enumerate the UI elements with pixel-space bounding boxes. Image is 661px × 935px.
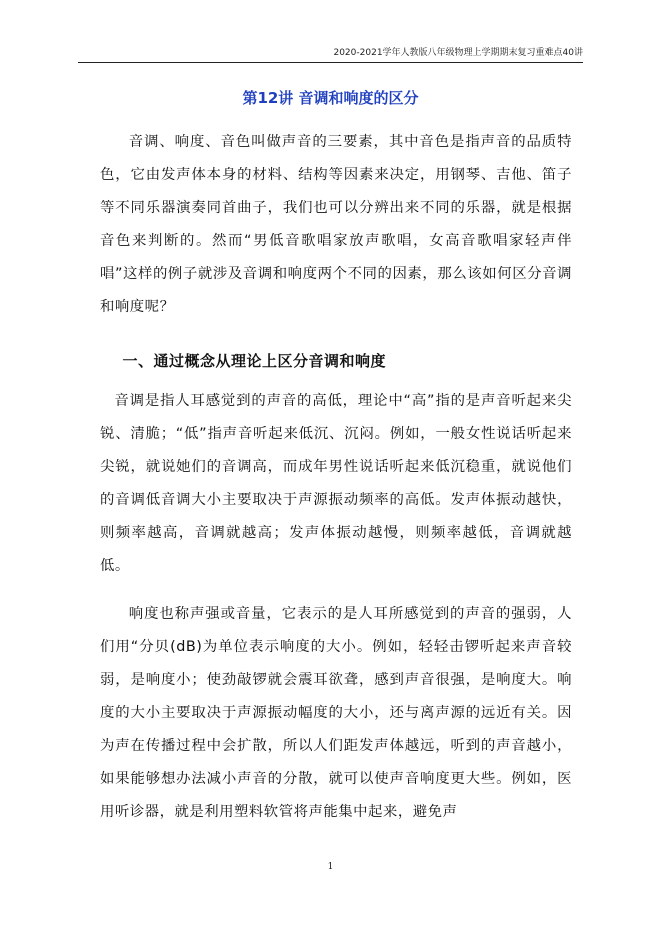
- header-text: 2020-2021学年人教版八年级物理上学期期末复习重难点40讲: [333, 48, 583, 58]
- page-title: 第12讲 音调和响度的区分: [242, 89, 419, 107]
- intro-paragraph: 音调、响度、音色叫做声音的三要素，其中音色是指声音的品质特色，它由发声体本身的材料、结构等因素来决定，用钢琴、吉他、笛子等不同乐器演奏同首曲子，我们也可以分辨出来不同的乐器，就是根据音色来判断的。然而“男低音歌唱家放声歌唱，女高音歌唱家轻声伴唱”这样的例子就涉及音调和响度两个不同的因素，那么该如何区分音调和响度呢？: [100, 134, 572, 315]
- loudness-paragraph: 响度也称声强或音量，它表示的是人耳所感觉到的声音的强弱，人们用“分贝(dB)为单位表示响度的大小。例如，轻轻击锣听起来声音较弱，是响度小；使劲敲锣就会震耳欲聋，感到声音很强，是响度大。响度的大小主要取决于声源振动幅度的大小，还与离声源的远近有关。因为声在传播过程中会扩散，所以人们距发声体越远，听到的声音越小，如果能够想办法减小声音的分散，就可以使声音响度更大些。例如，医用听诊器，就是利用塑料软管将声能集中起来，避免声: [100, 606, 572, 820]
- page-header: [78, 46, 583, 63]
- page-number: 1: [327, 862, 334, 872]
- pitch-paragraph: 音调是指人耳感觉到的声音的高低，理论中“高”指的是声音听起来尖锐、清脆；“低”指声音听起来低沉、沉闷。例如，一般女性说话听起来尖锐，就说她们的音调高，而成年男性说话听起来低沉稳重，就说他们的音调低音调大小主要取决于声源振动频率的高低。发声体振动越快，则频率越高，音调就越高；发声体振动越慢，则频率越低，音调就越低。: [100, 393, 572, 574]
- section-heading: 一、通过概念从理论上区分音调和响度: [122, 352, 387, 370]
